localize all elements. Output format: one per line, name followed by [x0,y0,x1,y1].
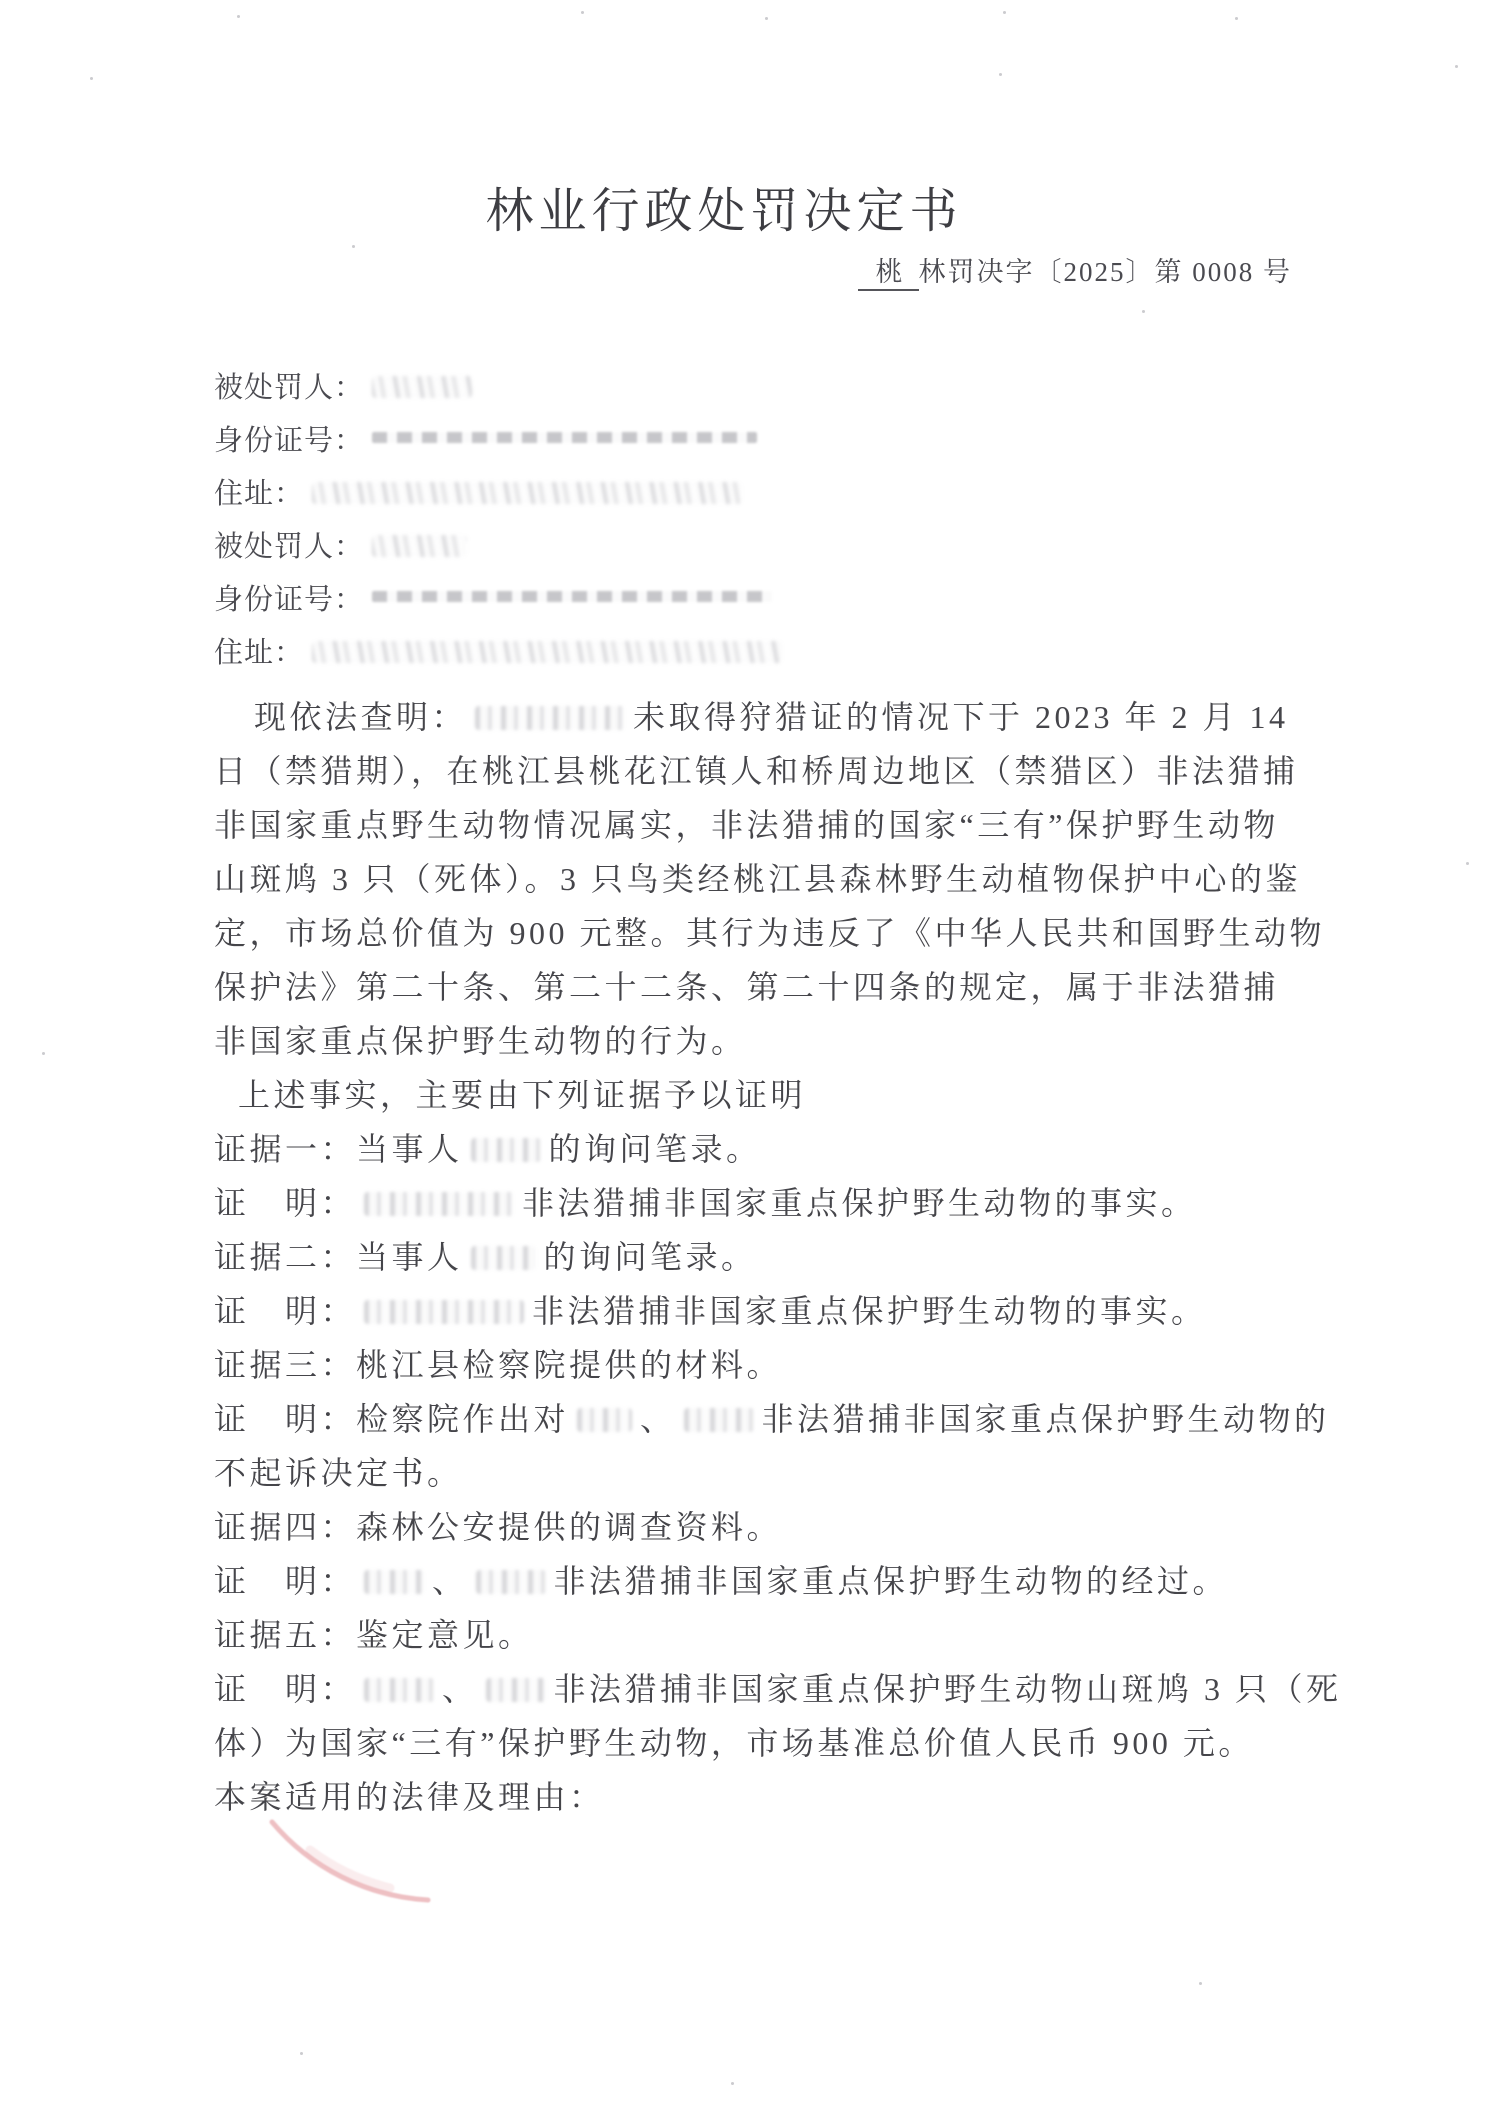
body-text: 上述事实，主要由下列证据予以证明 [238,1077,807,1113]
body-text: 证据四：森林公安提供的调查资料。 [214,1509,783,1545]
body-text: 非法猎捕非国家重点保护野生动物山斑鸠 3 只（死 [553,1671,1342,1707]
scan-speckle [999,73,1002,76]
redacted-name [486,1678,546,1702]
body-text: 证 明： [214,1563,357,1599]
document-number [858,250,1293,289]
document-number-rest: 林罚决字〔2025〕第 0008 号 [918,257,1292,287]
party-field-row [214,574,790,627]
body-text: 非法猎捕非国家重点保护野生动物的事实。 [522,1185,1197,1221]
redacted-name [475,706,625,730]
party-field-row [214,521,790,574]
body-line [214,1284,1354,1338]
redacted-name [684,1408,754,1432]
redacted-name [471,1138,541,1162]
party-field-row [214,362,790,415]
body-text: 证据二：当事人 [214,1239,463,1275]
field-label: 住址： [214,637,305,669]
body-text: 山斑鸠 3 只（死体）。3 只鸟类经桃江县森林野生动植物保护中心的鉴 [214,861,1302,897]
body-text: 、 [432,1563,468,1599]
body-line [214,852,1354,906]
body-text: 本案适用的法律及理由： [214,1779,605,1815]
redacted-value [372,591,772,602]
document-title: 林业行政处罚决定书 [485,185,963,238]
scan-speckle [1466,862,1469,865]
field-label: 身份证号： [214,584,365,616]
body-text: 证据三：桃江县检察院提供的材料。 [214,1347,783,1383]
body-text: 非国家重点保护野生动物的行为。 [214,1023,747,1059]
field-label: 住址： [214,478,305,510]
body-text: 保护法》第二十条、第二十二条、第二十四条的规定，属于非法猎捕 [214,969,1280,1005]
body-line [214,1662,1354,1716]
body-text: 证据五：鉴定意见。 [214,1617,534,1653]
body-line [214,1014,1354,1068]
body-line [214,1608,1354,1662]
scan-speckle [1003,11,1006,14]
redacted-value [372,432,757,443]
body-text: 、 [442,1671,478,1707]
body-line [214,906,1354,960]
redacted-name [364,1300,524,1324]
field-label: 被处罚人： [214,372,365,404]
body-text: 现依法查明： [254,699,468,735]
redacted-name [476,1570,546,1594]
body-text: 证 明：检察院作出对 [214,1401,570,1437]
body-text: 证据一：当事人 [214,1131,463,1167]
body-text: 证 明： [214,1185,357,1221]
redacted-name [364,1570,424,1594]
scan-speckle [90,77,93,80]
field-label: 被处罚人： [214,531,365,563]
redacted-name [577,1408,632,1432]
scan-speckle [1199,1982,1202,1985]
body-line [214,1554,1354,1608]
scan-speckle [1235,17,1238,20]
parties-block [214,362,790,680]
scan-speckle [765,17,768,20]
redacted-name [364,1192,514,1216]
scan-speckle [731,2082,734,2085]
scan-speckle [237,15,240,18]
redacted-name [364,1678,434,1702]
body-line [214,960,1354,1014]
redacted-value [312,641,782,663]
body-line [214,1068,1354,1122]
body-line [214,690,1354,744]
body-line [214,1500,1354,1554]
scan-speckle [300,2052,303,2055]
body-text: 体）为国家“三有”保护野生动物，市场基准总价值人民币 900 元。 [214,1725,1254,1761]
scan-speckle [42,1052,45,1055]
body-text: 、 [640,1401,676,1437]
scan-speckle [1455,65,1458,68]
scan-speckle [1142,310,1145,313]
field-label: 身份证号： [214,425,365,457]
scan-speckle [581,11,584,14]
redacted-value [372,535,467,557]
scan-speckle [352,245,355,248]
party-field-row [214,468,790,521]
body-line [214,1716,1354,1770]
document-number-blank: 桃 [858,257,919,291]
body-text: 证 明： [214,1293,357,1329]
body-text: 非法猎捕非国家重点保护野生动物的经过。 [553,1563,1229,1599]
redacted-name [471,1246,536,1270]
body-line [214,1230,1354,1284]
body-line [214,1176,1354,1230]
body-text: 非法猎捕非国家重点保护野生动物的 [761,1401,1330,1437]
body-text: 证 明： [214,1671,357,1707]
redacted-value [312,482,742,504]
body-text: 定，市场总价值为 900 元整。其行为违反了《中华人民共和国野生动物 [214,915,1326,951]
body-text: 非法猎捕非国家重点保护野生动物的事实。 [532,1293,1207,1329]
body-line [214,1392,1354,1446]
body-text: 非国家重点野生动物情况属实，非法猎捕的国家“三有”保护野生动物 [214,807,1279,843]
party-field-row [214,627,790,680]
body-text: 日（禁猎期），在桃江县桃花江镇人和桥周边地区（禁猎区）非法猎捕 [214,753,1299,789]
red-stamp-arc [240,1790,500,1930]
body-line [214,1338,1354,1392]
body-line [214,1122,1354,1176]
body-text: 未取得狩猎证的情况下于 2023 年 2 月 14 [633,699,1289,735]
body-line [214,744,1354,798]
body-line [214,798,1354,852]
body-block [214,690,1354,1824]
body-line [214,1446,1354,1500]
body-text: 的询问笔录。 [548,1131,762,1167]
body-text: 不起诉决定书。 [214,1455,463,1491]
redacted-value [372,376,472,398]
party-field-row [214,415,790,468]
body-text: 的询问笔录。 [543,1239,757,1275]
